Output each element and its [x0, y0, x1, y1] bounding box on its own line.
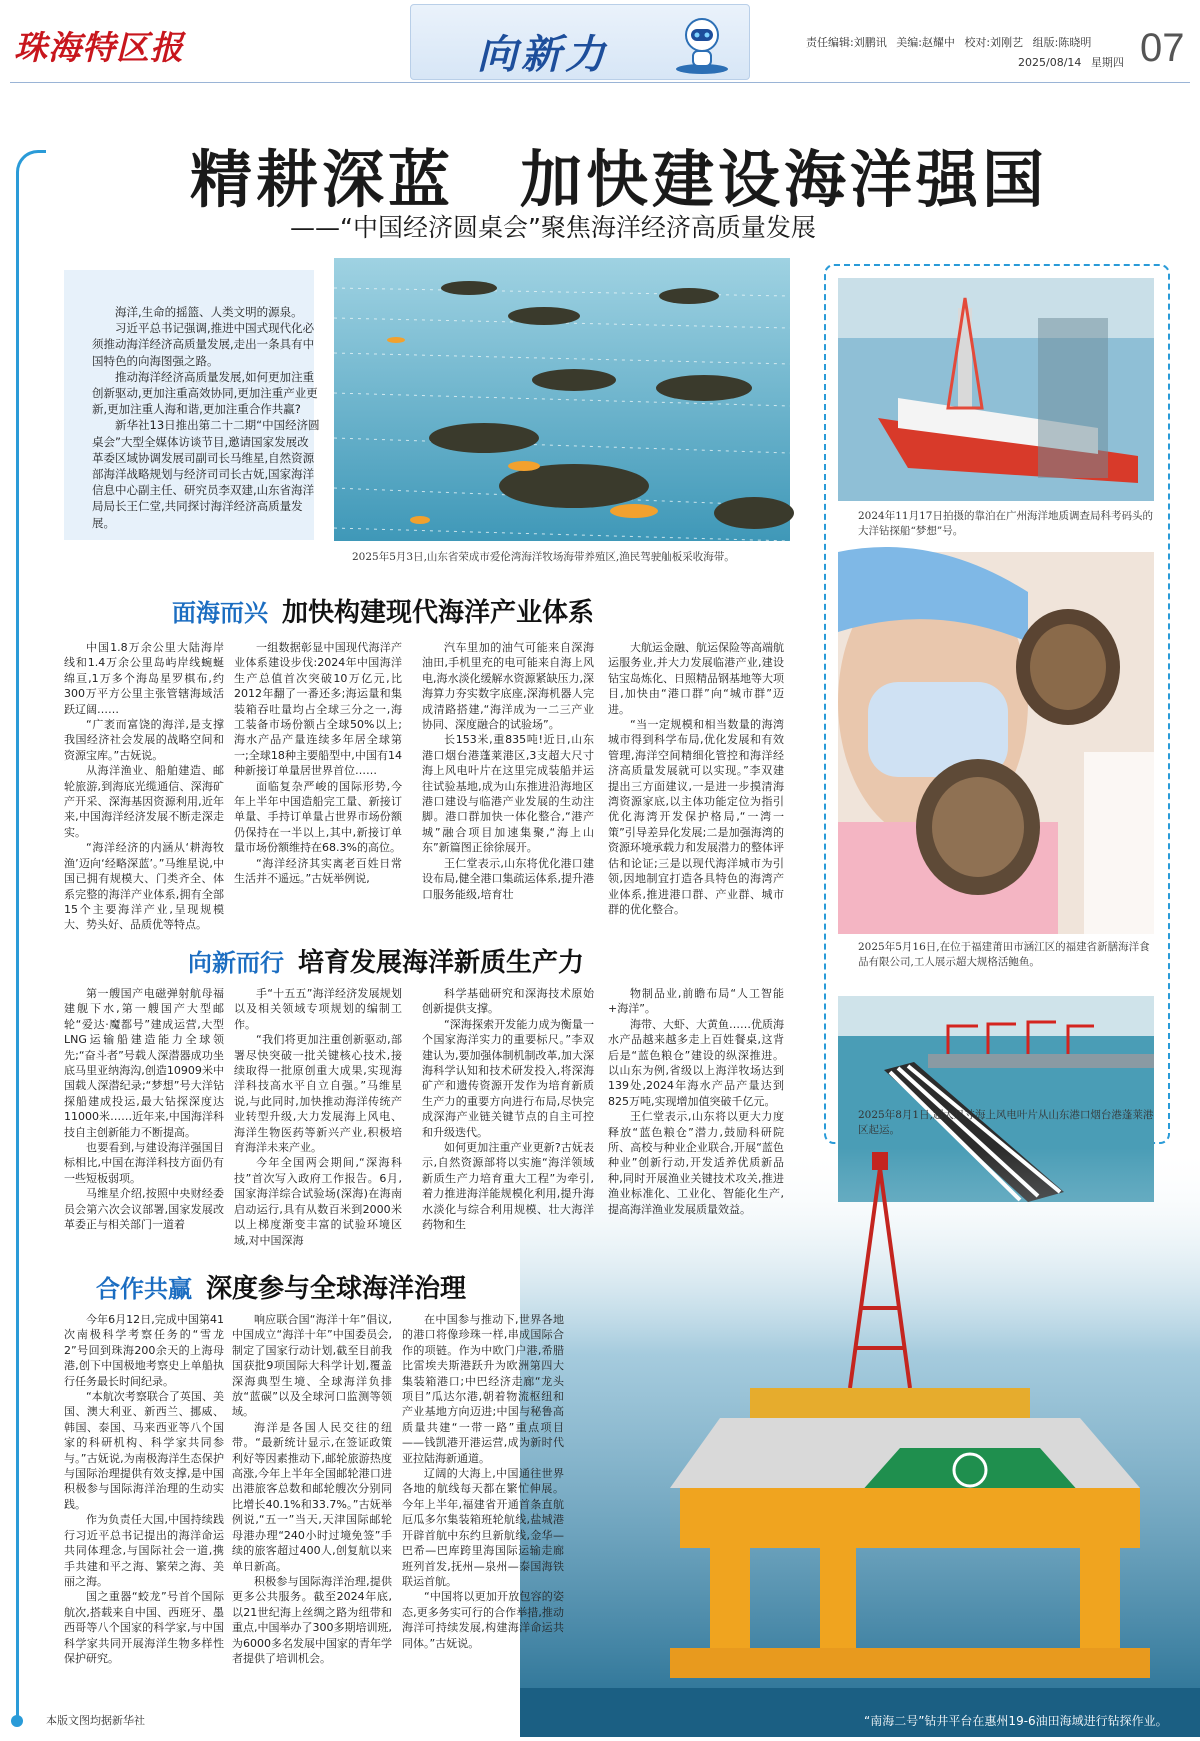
border-end-dot: [11, 1715, 23, 1727]
drilling-ship-image: [838, 278, 1154, 501]
article-paragraph: 辽阔的大海上,中国通往世界各地的航线每天都在繁忙伸展。今年上半年,福建省开通首条直航厄瓜多尔集装箱班轮航线,盐城港开辟首航中东约旦新航线,金华—巴希—巴库跨里海国际运输走廊班列首发,抚州—泉州—泰国海铁联运首航。: [402, 1467, 564, 1588]
article-column: [234, 986, 402, 1247]
article-paragraph: 第一艘国产电磁弹射航母福建舰下水,第一艘国产大型邮轮“爱达·魔都号”建成运营,大型LNG运输船建造能力全球领先;“奋斗者”号载人深潜器成功坐底马里亚纳海沟,创造10909米中国载人深潜纪录;“梦想”号大洋钻探船建成投运,最大钻探深度达11000米……近年来,中国海洋科技自主创新能力不断提高。: [64, 987, 224, 1139]
article-paragraph: 海洋是各国人民交往的纽带。“最新统计显示,在签证政策利好等因素推动下,邮轮旅游热度高涨,今年上半年全国邮轮港口进出港旅客总数和邮轮艘次分别同比增长40.1%和33.7%。”古妩举例说,“五一”当天,天津国际邮轮母港办理“240小时过境免签”手续的旅客超过400人,创复航以来单日新高。: [232, 1420, 392, 1573]
article-paragraph: 作为负责任大国,中国持续践行习近平总书记提出的海洋命运共同体理念,与国际社会一道,携手共建和平之海、繁荣之海、美丽之海。: [64, 1513, 224, 1588]
article-paragraph: 也要看到,与建设海洋强国目标相比,中国在海洋科技方面仍有一些短板弱项。: [64, 1141, 224, 1185]
column-banner: [410, 4, 750, 80]
drilling-platform-caption: “南海二号”钻井平台在惠州19-6油田海域进行钻探作业。: [864, 1714, 1168, 1728]
section-title: 培育发展海洋新质生产力: [298, 948, 585, 978]
abalone-image: [838, 552, 1154, 934]
article-column: [608, 640, 784, 916]
page-number: 07: [1140, 26, 1185, 70]
robot-mascot-icon: [669, 13, 735, 75]
article-paragraph: 物制品业,前瞻布局“人工智能+海洋”。: [608, 987, 784, 1016]
section-heading: [96, 1268, 466, 1305]
page-headline: 精耕深蓝 加快建设海洋强国: [190, 143, 1049, 216]
article-paragraph: 长153米,重835吨!近日,山东港口烟台港蓬莱港区,3支超大尺寸海上风电叶片在这里完成装船并运往试验基地,成为山东推进沿海地区港口建设与临港产业发展的生动注脚。港口群加快一体化整合,“港产城”融合项目加速集聚,“海上山东”新篇图正徐徐展开。: [422, 733, 594, 855]
drilling-platform-photo: [520, 1148, 1200, 1737]
article-paragraph: 科学基础研究和深海技术原始创新提供支撑。: [422, 987, 594, 1016]
editor-credit: 校对:刘刚艺: [964, 36, 1024, 49]
article-column: [422, 986, 594, 1232]
intro-paragraph: 新华社13日推出第二十二期“中国经济圆桌会”大型全媒体访谈节目,邀请国家发展改革委区域协调发展司副司长马维星,自然资源部海洋战略规划与经济司司长古妩,国家海洋信息中心副主任、研究员李双建,山东省海洋局局长王仁堂,共同探讨海洋经济高质量发展。: [92, 418, 320, 530]
article-paragraph: 一组数据彰显中国现代海洋产业体系建设步伐:2024年中国海洋生产总值首次突破10万亿元,比2012年翻了一番还多;海运量和集装箱吞吐量均占全球三分之一,海工装备市场份额占全球50%以上;海水产品产量连续多年居全球第一;全球18种主要船型中,中国有14种新接订单量居世界首位……: [234, 641, 402, 778]
article-column: [608, 986, 784, 1216]
article-paragraph: “海洋经济其实离老百姓日常生活并不遥远。”古妩举例说,: [234, 856, 402, 886]
section-title: 加快构建现代海洋产业体系: [282, 598, 595, 628]
article-paragraph: 王仁堂表示,山东将优化港口建设布局,健全港口集疏运体系,提升港口服务能级,培育壮: [422, 856, 594, 901]
abalone-caption: 2025年5月16日,在位于福建莆田市涵江区的福建省新膳海洋食品有限公司,工人展示超大规格活鲍鱼。: [858, 941, 1150, 968]
sea-farm-caption: 2025年5月3日,山东省荣成市爱伦湾海洋牧场海带养殖区,渔民驾驶舢板采收海带。: [352, 551, 735, 563]
article-paragraph: 马维星介绍,按照中央财经委员会第六次会议部署,国家发展改革委正与相关部门一道着: [64, 1187, 224, 1232]
article-paragraph: 在中国参与推动下,世界各地的港口将像珍珠一样,串成国际合作的项链。作为中欧门户港,希腊比雷埃夫斯港跃升为欧洲第四大集装箱港口;中巴经济走廊“龙头项目”瓜达尔港,朝着物流枢纽和产业基地方向迈进;中国与秘鲁高质量共建“一带一路”重点项目——钱凯港开港运营,成为新时代亚拉陆海新通道。: [402, 1313, 564, 1465]
section-keyword: 面海而兴: [172, 599, 268, 627]
section-keyword: 向新而行: [188, 949, 284, 977]
intro-paragraph: 习近平总书记强调,推进中国式现代化必须推动海洋经济高质量发展,走出一条具有中国特色的向海图强之路。: [92, 321, 315, 368]
editor-credits: [806, 34, 1097, 50]
article-paragraph: 今年6月12日,完成中国第41次南极科学考察任务的“雪龙2”号回到珠海200余天的上海母港,创下中国极地考察史上单船执行任务最长时间纪录。: [64, 1313, 224, 1388]
article-paragraph: 从海洋渔业、船舶建造、邮轮旅游,到海底光缆通信、深海矿产开采、深海基因资源利用,近年来,中国海洋经济发展不断走深走实。: [64, 764, 224, 839]
section-title: 深度参与全球海洋治理: [206, 1274, 467, 1304]
article-paragraph: “当一定规模和相当数量的海湾城市得到科学布局,优化发展和有效管理,海洋空间精细化管控和海洋经济高质量发展就可以实现。”李双建提出三方面建议,一是进一步摸清海湾资源家底,以主体功能定位为指引优化海湾开发保护格局,“一湾一策”引导差异化发展;二是加强海湾的资源环境承载力和发展潜力的整体评估和论证;三是以现代海洋城市为引领,因地制宜打造各具特色的海湾产业体系,推进港口群、产业群、城市群的优化整合。: [608, 718, 784, 916]
article-paragraph: 手“十五五”海洋经济发展规划以及相关领域专项规划的编制工作。: [234, 987, 402, 1031]
article-column: [64, 1312, 224, 1702]
page-subheadline: ——“中国经济圆桌会”聚焦海洋经济高质量发展: [290, 213, 816, 242]
issue-weekday: 星期四: [1090, 56, 1124, 69]
article-paragraph: “深海探索开发能力成为衡量一个国家海洋实力的重要标尺。”李双建认为,要加强体制机制改革,加大深海科学认知和技术研发投入,将深海矿产和遗传资源开发作为培育新质生产力的重要方向进行布局,尽快完成深海产业链关键节点的自主可控和升级迭代。: [422, 1017, 594, 1139]
article-paragraph: “海洋经济的内涵从‘耕海牧渔’迈向‘经略深蓝’。”马维星说,中国已拥有规模大、门类齐全、体系完整的海洋产业体系,拥有全部15个主要海洋产业,呈现规模大、势头好、品质优等特点。: [64, 841, 224, 932]
article-paragraph: 今年全国两会期间,“深海科技”首次写入政府工作报告。6月,国家海洋综合试验场(深海)在海南启动运行,具有从数百米到2000米以上梯度渐变丰富的试验环境区域,对中国深海: [234, 1156, 402, 1247]
column-banner-title: 向新力: [477, 31, 609, 78]
article-paragraph: 海带、大虾、大黄鱼……优质海水产品越来越多走上百姓餐桌,这背后是“蓝色粮仓”建设的纵深推进。以山东为例,省级以上海洋牧场达到139处,2024年海水产品产量达到825万吨,实现增加值突破千亿元。: [608, 1017, 784, 1108]
article-paragraph: 响应联合国“海洋十年”倡议,中国成立“海洋十年”中国委员会,制定了国家行动计划,截至目前我国获批9项国际大科学计划,覆盖深海典型生境、全球海洋负排放“蓝碳”以及全球河口监测等领域。: [232, 1313, 392, 1419]
article-column: [402, 1312, 564, 1702]
article-paragraph: 国之重器“蛟龙”号首个国际航次,搭载来自中国、西班牙、墨西哥等八个国家的科学家,与中国科学家共同开展海洋生物多样性保护研究。: [64, 1590, 224, 1665]
abalone-photo: [838, 552, 1154, 934]
drilling-platform-image: [520, 1148, 1200, 1737]
intro-paragraph: 海洋,生命的摇篮、人类文明的源泉。: [115, 305, 303, 319]
article-column: [422, 640, 594, 910]
article-column: [234, 640, 402, 910]
intro-text: [92, 304, 320, 531]
article-column: [64, 640, 224, 932]
article-paragraph: 积极参与国际海洋治理,提供更多公共服务。截至2024年底,以21世纪海上丝绸之路为纽带和重点,中国举办了300多期培训班,为6000多名发展中国家的青年学者提供了培训机会。: [232, 1574, 392, 1665]
article-column: [64, 986, 224, 1232]
article-paragraph: “我们将更加注重创新驱动,部署尽快突破一批关键核心技术,接续取得一批原创重大成果,实现海洋科技高水平自立自强。”马维星说,与此同时,加快推动海洋传统产业转型升级,大力发展海上风电、海洋生物医药等新兴产业,积极培育海洋未来产业。: [234, 1033, 402, 1155]
section-heading: [188, 942, 584, 979]
article-paragraph: 如何更加注重产业更新?古妩表示,自然资源部将以实施“海洋领域新质生产力培育重大工程”为牵引,着力推进海洋能规模化利用,提升海水淡化与综合利用规模、壮大海洋药物和生: [422, 1141, 594, 1232]
article-paragraph: 大航运金融、航运保险等高端航运服务业,并大力发展临港产业,建设钻宝岛炼化、日照精品钢基地等大项目,加快由“港口群”向“城市群”迈进。: [608, 641, 784, 716]
article-paragraph: “广袤而富饶的海洋,是支撑我国经济社会发展的战略空间和资源宝库。”古妩说。: [64, 718, 224, 762]
sea-farm-photo: [334, 258, 790, 541]
newspaper-masthead: 珠海特区报: [14, 28, 184, 67]
section-heading: [172, 592, 594, 629]
editor-credit: 美编:赵耀中: [896, 36, 955, 49]
article-paragraph: 面临复杂严峻的国际形势,今年上半年中国造船完工量、新接订单量、手持订单量占世界市场份额仍保持在一半以上,其中,新接订单量市场份额维持在68.3%的高位。: [234, 779, 402, 855]
dateline: [1018, 54, 1130, 70]
header-divider: [10, 82, 1190, 83]
photo-credit-note: 本版文图均据新华社: [46, 1714, 145, 1727]
section-keyword: 合作共赢: [96, 1275, 192, 1303]
article-paragraph: 中国1.8万余公里大陆海岸线和1.4万余公里岛屿岸线蜿蜒绵亘,1万多个海岛星罗棋布,约300万平方公里主张管辖海域活跃辽阔……: [64, 641, 224, 716]
drilling-ship-caption: 2024年11月17日拍摄的靠泊在广州海洋地质调查局科考码头的大洋钻探船“梦想”号。: [858, 510, 1153, 537]
article-paragraph: 王仁堂表示,山东将以更大力度释放“蓝色粮仓”潜力,鼓励科研院所、高校与种业企业联合,开展“蓝色种业”创新行动,开发适养优质新品种,同时开展渔业关键技术攻关,推进渔业标准化、工业化、智能化生产,提高海洋渔业发展质量效益。: [608, 1110, 784, 1216]
article-column: [232, 1312, 392, 1702]
editor-credit: 责任编辑:刘鹏讯: [806, 36, 887, 49]
editor-credit: 组版:陈晓明: [1032, 36, 1092, 49]
intro-paragraph: 推动海洋经济高质量发展,如何更加注重创新驱动,更加注重高效协同,更加注重产业更新,更加注重人海和谐,更加注重合作共赢?: [92, 369, 318, 417]
issue-date: 2025/08/14: [1018, 56, 1082, 69]
article-paragraph: “中国将以更加开放包容的姿态,更多务实可行的合作举措,推动海洋可持续发展,构建海洋命运共同体。”古妩说。: [402, 1590, 564, 1650]
drilling-ship-photo: [838, 278, 1154, 501]
left-border-decoration: [16, 150, 46, 1720]
article-paragraph: 汽车里加的油气可能来自深海油田,手机里充的电可能来自海上风电,海水淡化缓解水资源紧缺压力,深海算力夯实数字底座,深海机器人完成清路搭建,“海洋成为一二三产业协同、深度融合的试验场”。: [422, 641, 594, 732]
sea-farm-image: [334, 258, 790, 541]
wind-blade-caption: 2025年8月1日,超大尺寸海上风电叶片从山东港口烟台港蓬莱港区起运。: [858, 1109, 1154, 1136]
article-paragraph: “本航次考察联合了英国、美国、澳大利亚、新西兰、挪威、韩国、泰国、马来西亚等八个国家的科研机构、科学家共同参与。”古妩说,为南极海洋生态保护与国际治理提供有效支撑,是中国积极参与国际海洋治理的生动实践。: [64, 1390, 224, 1511]
